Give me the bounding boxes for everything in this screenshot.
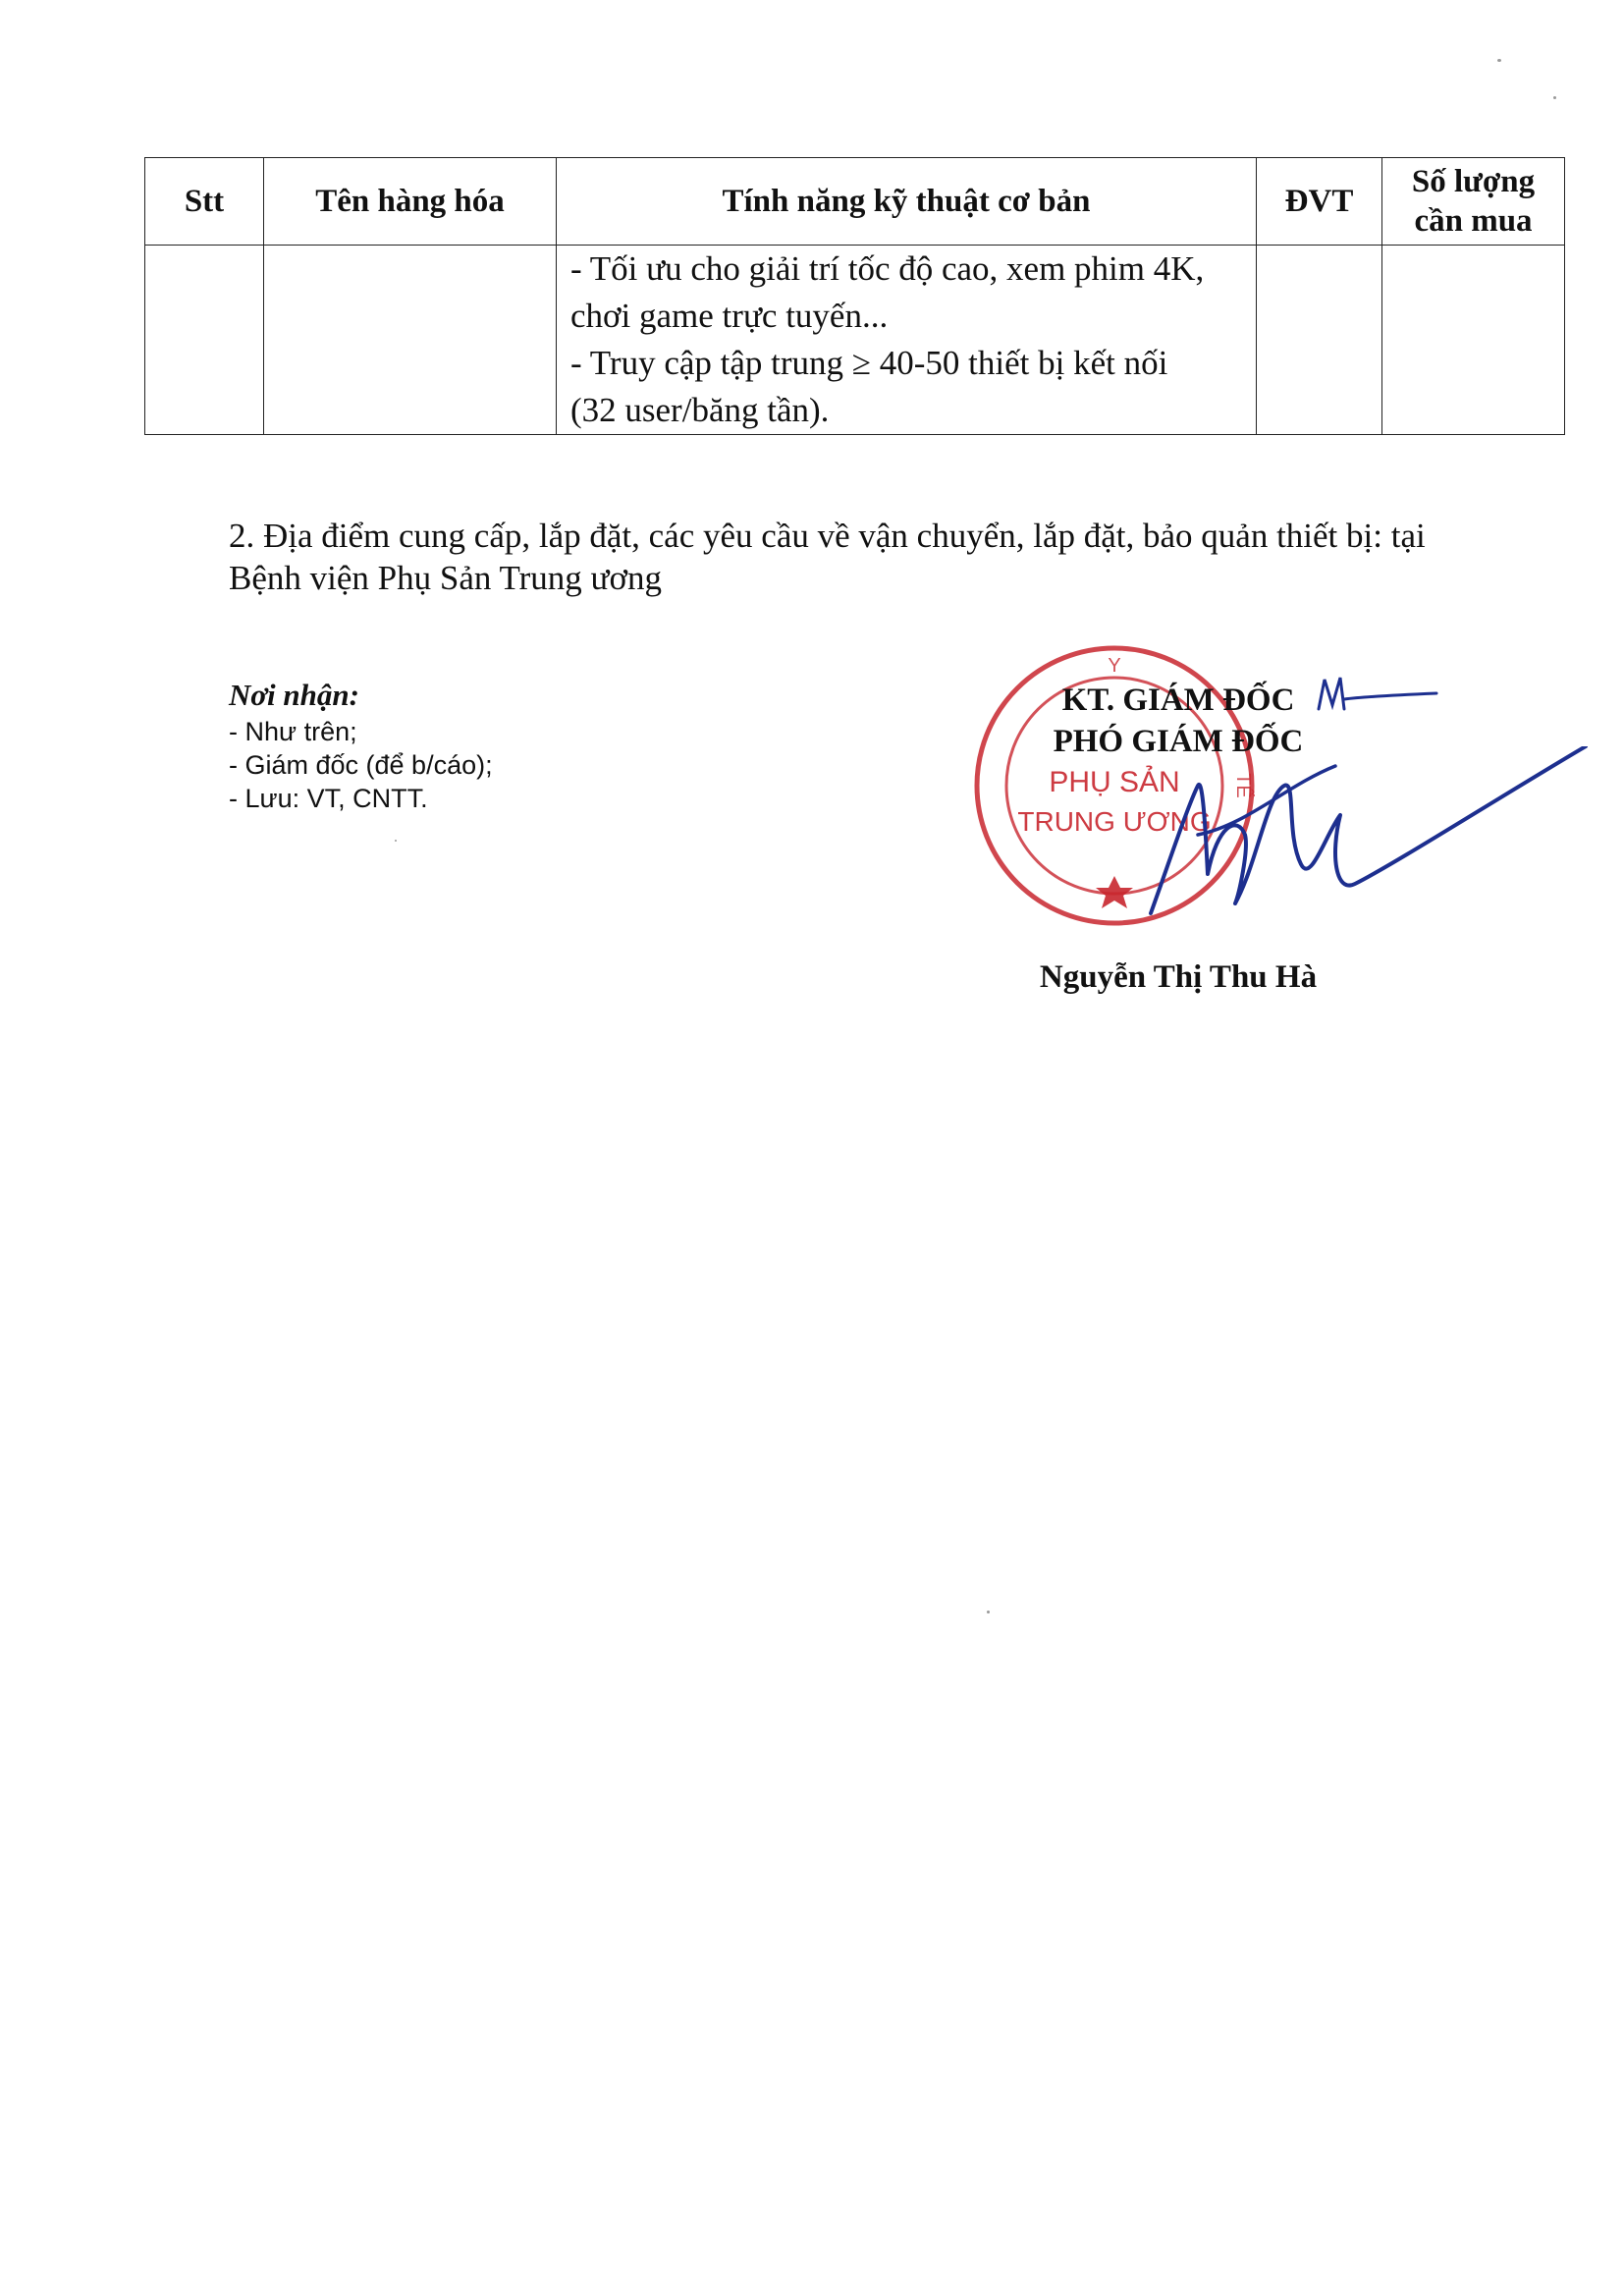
recipients-block (229, 676, 493, 815)
cell-stt (145, 246, 264, 435)
header-stt: Stt (145, 158, 264, 246)
stamp-text-line1: PHỤ SẢN (1049, 766, 1180, 798)
stamp-ring-right: TẾ (1232, 773, 1254, 798)
header-spec: Tính năng kỹ thuật cơ bản (557, 158, 1257, 246)
spec-line: (32 user/băng tần). (570, 391, 830, 429)
stamp-text-line2: TRUNG ƯƠNG (1017, 806, 1212, 837)
signer-name: Nguyễn Thị Thu Hà (1039, 959, 1318, 995)
sign-title-1: KT. GIÁM ĐỐC (1061, 683, 1295, 718)
header-qty-line2: cần mua (1414, 203, 1533, 239)
handwritten-signature (1129, 746, 1591, 923)
spec-line: - Truy cập tập trung ≥ 40-50 thiết bị kết nối (570, 344, 1168, 382)
scan-speck (987, 1611, 990, 1613)
section-2-line2: Bệnh viện Phụ Sản Trung ương (229, 559, 663, 597)
header-unit: ĐVT (1257, 158, 1382, 246)
spec-table (144, 157, 1565, 435)
recipient-item: - Như trên; (229, 717, 357, 746)
scan-speck (1553, 96, 1556, 99)
header-name: Tên hàng hóa (264, 158, 557, 246)
recipient-item: - Giám đốc (để b/cáo); (229, 750, 493, 780)
sign-title-2: PHÓ GIÁM ĐỐC (1053, 724, 1304, 759)
scan-speck (395, 840, 397, 842)
spec-line: - Tối ưu cho giải trí tốc độ cao, xem phim 4K, (570, 249, 1205, 288)
cell-name (264, 246, 557, 435)
table-header-row (145, 158, 1565, 246)
recipient-item: - Lưu: VT, CNTT. (229, 784, 428, 813)
cell-qty (1382, 246, 1565, 435)
recipients-title: Nơi nhận: (229, 678, 359, 712)
stamp-ring-top: Y (1108, 655, 1121, 677)
header-qty-line1: Số lượng (1411, 164, 1536, 199)
header-qty (1382, 158, 1565, 246)
cell-spec (557, 246, 1257, 435)
section-2-paragraph (229, 515, 1525, 599)
section-2-line1: 2. Địa điểm cung cấp, lắp đặt, các yêu cầu về vận chuyển, lắp đặt, bảo quản thiết bị: tại (229, 517, 1426, 555)
cell-unit (1257, 246, 1382, 435)
scan-speck (1497, 59, 1501, 62)
initials-mark (1311, 670, 1438, 719)
table-row (145, 246, 1565, 435)
stamp-star-icon (1096, 876, 1133, 908)
spec-line: chơi game trực tuyến... (570, 297, 889, 335)
